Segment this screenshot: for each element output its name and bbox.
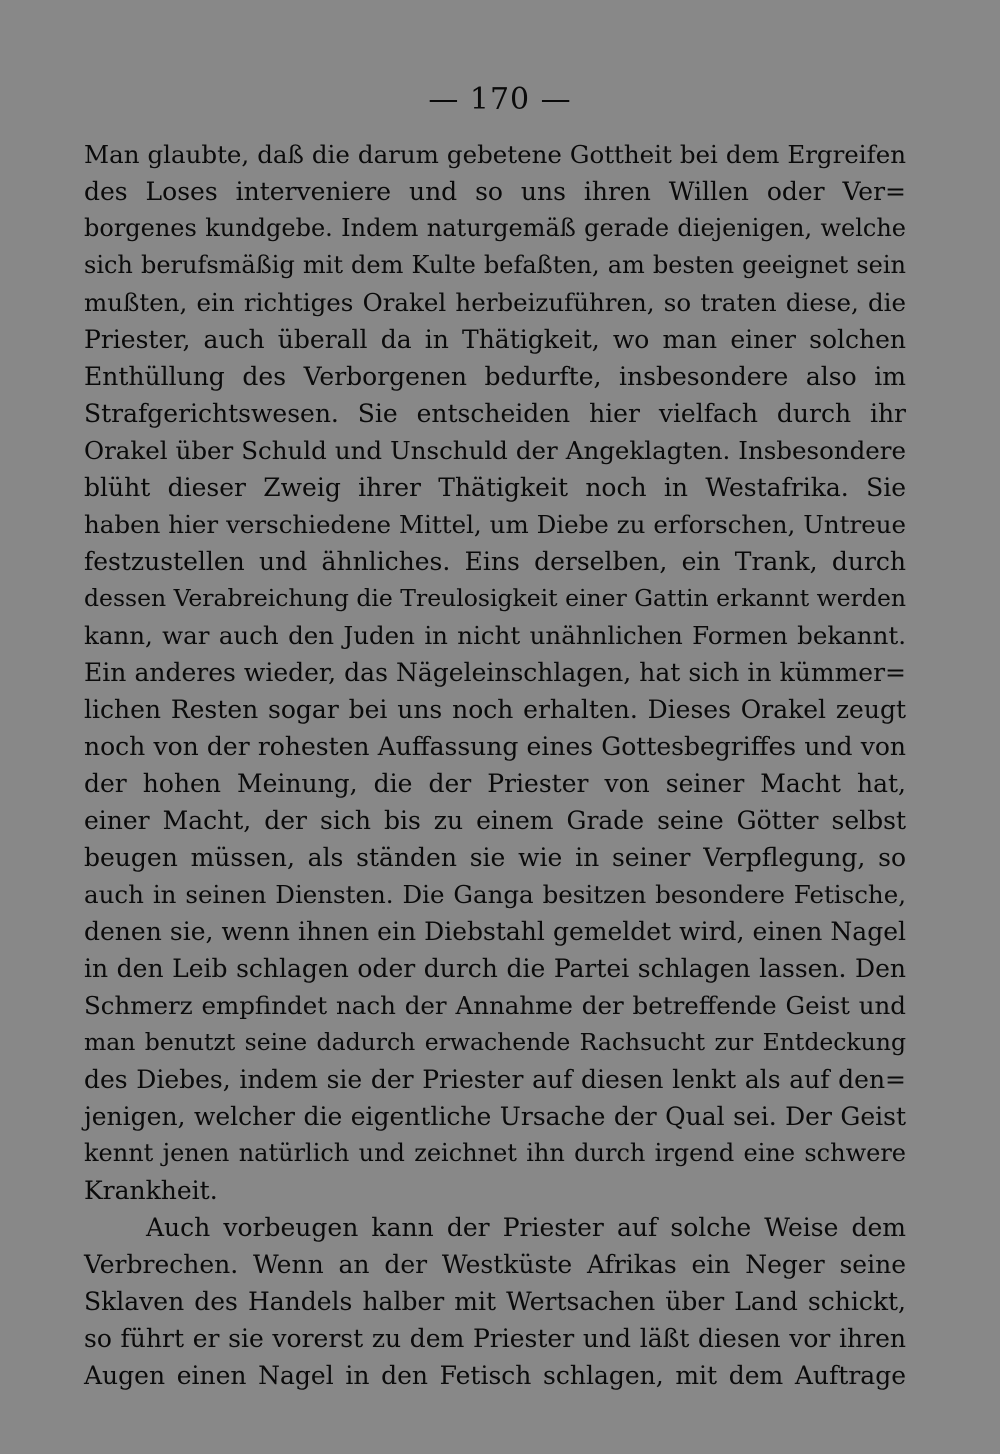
text-line: denen sie, wenn ihnen ein Diebstahl gemeldet wird, einen Nagel: [84, 917, 906, 946]
text-line: lichen Resten sogar bei uns noch erhalten. Dieses Orakel zeugt: [84, 695, 906, 724]
text-line: Enthüllung des Verborgenen bedurfte, insbesondere also im: [84, 362, 906, 391]
text-line: beugen müssen, als ständen sie wie in seiner Verpflegung, so: [84, 843, 906, 872]
text-line: mußten, ein richtiges Orakel herbeizuführen, so traten diese, die: [84, 288, 906, 317]
text-line: man benutzt seine dadurch erwachende Rachsucht zur Entdeckung: [84, 1028, 906, 1056]
text-line: kann, war auch den Juden in nicht unähnlichen Formen bekannt.: [84, 621, 906, 650]
text-line: kennt jenen natürlich und zeichnet ihn durch irgend eine schwere: [84, 1139, 906, 1167]
text-line: Man glaubte, daß die darum gebetene Gottheit bei dem Ergreifen: [84, 140, 906, 169]
text-line: einer Macht, der sich bis zu einem Grade seine Götter selbst: [84, 806, 906, 835]
text-line: festzustellen und ähnliches. Eins derselben, ein Trank, durch: [84, 547, 906, 576]
text-line: blüht dieser Zweig ihrer Thätigkeit noch in Westafrika. Sie: [84, 473, 906, 502]
text-line: jenigen, welcher die eigentliche Ursache der Qual sei. Der Geist: [84, 1102, 906, 1131]
text-line: der hohen Meinung, die der Priester von seiner Macht hat,: [84, 769, 906, 798]
text-line: dessen Verabreichung die Treulosigkeit einer Gattin erkannt werden: [84, 584, 906, 612]
text-line: des Diebes, indem sie der Priester auf diesen lenkt als auf den=: [84, 1065, 906, 1094]
text-line: Ein anderes wieder, das Nägeleinschlagen, hat sich in kümmer=: [84, 658, 906, 687]
text-line: borgenes kundgebe. Indem naturgemäß gerade diejenigen, welche: [84, 214, 906, 242]
text-line: sich berufsmäßig mit dem Kulte befaßten, am besten geeignet sein: [84, 251, 906, 279]
text-line: des Loses interveniere und so uns ihren Willen oder Ver=: [84, 177, 906, 206]
text-line: Schmerz empfindet nach der Annahme der betreffende Geist und: [84, 991, 906, 1020]
text-line: Sklaven des Handels halber mit Wertsachen über Land schickt,: [84, 1287, 906, 1316]
text-line: Auch vorbeugen kann der Priester auf solche Weise dem: [146, 1213, 906, 1242]
text-line: so führt er sie vorerst zu dem Priester und läßt diesen vor ihren: [84, 1324, 906, 1353]
text-line: noch von der rohesten Auffassung eines Gottesbegriffes und von: [84, 732, 906, 761]
text-line: Strafgerichtswesen. Sie entscheiden hier vielfach durch ihr: [84, 399, 906, 428]
text-line: auch in seinen Diensten. Die Ganga besitzen besondere Fetische,: [84, 880, 906, 909]
body-text: [84, 136, 906, 1394]
text-line: haben hier verschiedene Mittel, um Diebe zu erforschen, Untreue: [84, 510, 906, 539]
text-line: in den Leib schlagen oder durch die Partei schlagen lassen. Den: [84, 954, 906, 983]
text-line: Priester, auch überall da in Thätigkeit, wo man einer solchen: [84, 325, 906, 354]
text-line: Verbrechen. Wenn an der Westküste Afrikas ein Neger seine: [84, 1250, 906, 1279]
text-line: Krankheit.: [84, 1176, 218, 1205]
page-number: — 170 —: [428, 82, 572, 117]
text-line: Augen einen Nagel in den Fetisch schlagen, mit dem Auftrage: [84, 1361, 906, 1390]
text-line: Orakel über Schuld und Unschuld der Angeklagten. Insbesondere: [84, 436, 906, 465]
